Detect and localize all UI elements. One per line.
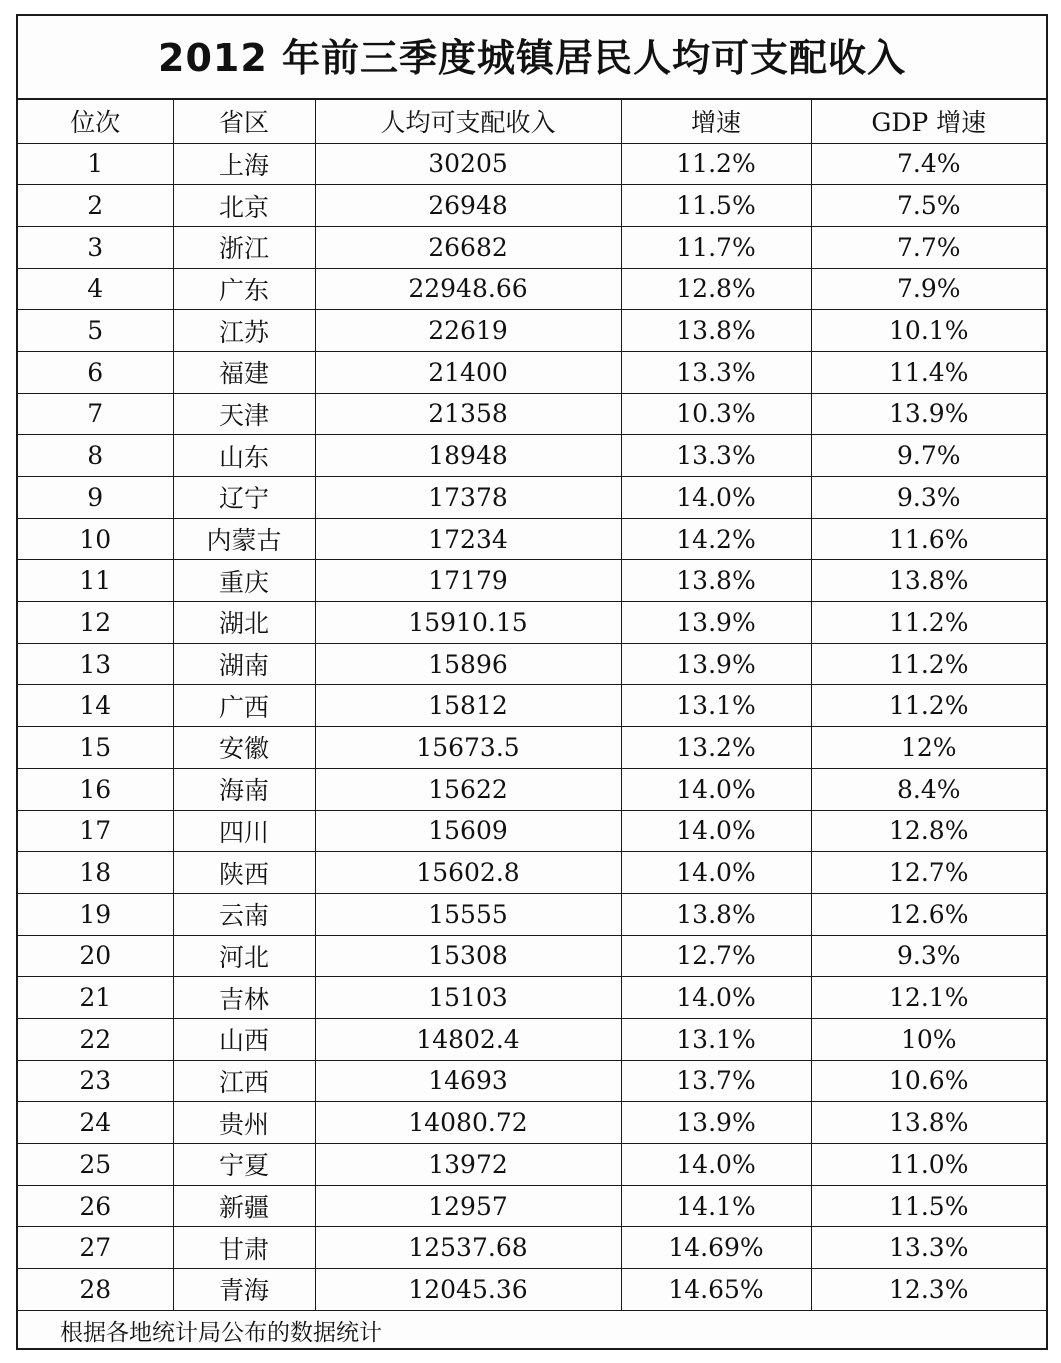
table-row bbox=[18, 351, 1046, 393]
cell-income: 15896 bbox=[315, 643, 621, 685]
cell-province: 河北 bbox=[173, 935, 315, 977]
cell-rank: 21 bbox=[18, 977, 173, 1019]
table-row bbox=[18, 1185, 1046, 1227]
income-table-sheet bbox=[16, 14, 1048, 1350]
cell-gdp-growth: 10.1% bbox=[811, 310, 1046, 352]
table-row bbox=[18, 477, 1046, 519]
cell-growth: 13.3% bbox=[621, 351, 811, 393]
cell-income: 15609 bbox=[315, 810, 621, 852]
cell-growth: 14.0% bbox=[621, 768, 811, 810]
cell-province: 上海 bbox=[173, 143, 315, 185]
cell-gdp-growth: 7.5% bbox=[811, 185, 1046, 227]
cell-growth: 13.9% bbox=[621, 643, 811, 685]
cell-growth: 14.0% bbox=[621, 852, 811, 894]
cell-rank: 2 bbox=[18, 185, 173, 227]
cell-income: 17234 bbox=[315, 518, 621, 560]
table-body bbox=[18, 143, 1046, 1310]
cell-gdp-growth: 8.4% bbox=[811, 768, 1046, 810]
cell-rank: 9 bbox=[18, 477, 173, 519]
cell-gdp-growth: 11.0% bbox=[811, 1144, 1046, 1186]
cell-province: 安徽 bbox=[173, 727, 315, 769]
cell-gdp-growth: 11.2% bbox=[811, 685, 1046, 727]
cell-province: 新疆 bbox=[173, 1185, 315, 1227]
cell-growth: 13.1% bbox=[621, 1018, 811, 1060]
table-row bbox=[18, 768, 1046, 810]
cell-province: 陕西 bbox=[173, 852, 315, 894]
cell-gdp-growth: 12.6% bbox=[811, 893, 1046, 935]
cell-growth: 12.8% bbox=[621, 268, 811, 310]
cell-gdp-growth: 9.3% bbox=[811, 477, 1046, 519]
cell-growth: 13.7% bbox=[621, 1060, 811, 1102]
cell-gdp-growth: 7.4% bbox=[811, 143, 1046, 185]
cell-growth: 14.0% bbox=[621, 477, 811, 519]
cell-growth: 11.5% bbox=[621, 185, 811, 227]
table-row bbox=[18, 435, 1046, 477]
cell-gdp-growth: 13.9% bbox=[811, 393, 1046, 435]
header-gdp-growth: GDP 增速 bbox=[811, 100, 1046, 143]
cell-rank: 11 bbox=[18, 560, 173, 602]
cell-income: 18948 bbox=[315, 435, 621, 477]
cell-income: 21400 bbox=[315, 351, 621, 393]
table-row bbox=[18, 935, 1046, 977]
cell-income: 17378 bbox=[315, 477, 621, 519]
cell-growth: 13.3% bbox=[621, 435, 811, 477]
cell-rank: 3 bbox=[18, 226, 173, 268]
cell-rank: 13 bbox=[18, 643, 173, 685]
table-row bbox=[18, 1018, 1046, 1060]
table-row bbox=[18, 893, 1046, 935]
cell-income: 12957 bbox=[315, 1185, 621, 1227]
cell-province: 云南 bbox=[173, 893, 315, 935]
cell-rank: 17 bbox=[18, 810, 173, 852]
header-growth: 增速 bbox=[621, 100, 811, 143]
cell-income: 22619 bbox=[315, 310, 621, 352]
cell-province: 四川 bbox=[173, 810, 315, 852]
cell-gdp-growth: 10% bbox=[811, 1018, 1046, 1060]
header-rank: 位次 bbox=[18, 100, 173, 143]
cell-gdp-growth: 12.7% bbox=[811, 852, 1046, 894]
cell-income: 12537.68 bbox=[315, 1227, 621, 1269]
cell-growth: 13.9% bbox=[621, 602, 811, 644]
cell-rank: 18 bbox=[18, 852, 173, 894]
cell-rank: 7 bbox=[18, 393, 173, 435]
cell-province: 青海 bbox=[173, 1269, 315, 1311]
cell-growth: 11.7% bbox=[621, 226, 811, 268]
cell-growth: 13.2% bbox=[621, 727, 811, 769]
cell-growth: 14.69% bbox=[621, 1227, 811, 1269]
table-row bbox=[18, 1102, 1046, 1144]
header-income: 人均可支配收入 bbox=[315, 100, 621, 143]
cell-province: 山西 bbox=[173, 1018, 315, 1060]
cell-gdp-growth: 11.6% bbox=[811, 518, 1046, 560]
cell-gdp-growth: 13.8% bbox=[811, 1102, 1046, 1144]
cell-rank: 15 bbox=[18, 727, 173, 769]
cell-income: 22948.66 bbox=[315, 268, 621, 310]
cell-gdp-growth: 11.4% bbox=[811, 351, 1046, 393]
cell-gdp-growth: 13.8% bbox=[811, 560, 1046, 602]
cell-rank: 12 bbox=[18, 602, 173, 644]
cell-gdp-growth: 13.3% bbox=[811, 1227, 1046, 1269]
table-row bbox=[18, 185, 1046, 227]
table-row bbox=[18, 1144, 1046, 1186]
cell-growth: 14.65% bbox=[621, 1269, 811, 1311]
cell-province: 辽宁 bbox=[173, 477, 315, 519]
cell-growth: 14.0% bbox=[621, 810, 811, 852]
cell-income: 30205 bbox=[315, 143, 621, 185]
cell-rank: 19 bbox=[18, 893, 173, 935]
cell-income: 15103 bbox=[315, 977, 621, 1019]
cell-income: 15622 bbox=[315, 768, 621, 810]
cell-province: 广东 bbox=[173, 268, 315, 310]
cell-rank: 22 bbox=[18, 1018, 173, 1060]
cell-gdp-growth: 7.7% bbox=[811, 226, 1046, 268]
table-row bbox=[18, 727, 1046, 769]
cell-province: 江苏 bbox=[173, 310, 315, 352]
cell-province: 广西 bbox=[173, 685, 315, 727]
cell-rank: 27 bbox=[18, 1227, 173, 1269]
cell-income: 12045.36 bbox=[315, 1269, 621, 1311]
cell-income: 26948 bbox=[315, 185, 621, 227]
table-row bbox=[18, 143, 1046, 185]
table-row bbox=[18, 268, 1046, 310]
table-row bbox=[18, 810, 1046, 852]
cell-province: 湖南 bbox=[173, 643, 315, 685]
cell-province: 内蒙古 bbox=[173, 518, 315, 560]
table-row bbox=[18, 393, 1046, 435]
cell-income: 15308 bbox=[315, 935, 621, 977]
cell-rank: 14 bbox=[18, 685, 173, 727]
cell-province: 天津 bbox=[173, 393, 315, 435]
cell-growth: 13.9% bbox=[621, 1102, 811, 1144]
cell-province: 福建 bbox=[173, 351, 315, 393]
cell-growth: 13.8% bbox=[621, 310, 811, 352]
cell-growth: 10.3% bbox=[621, 393, 811, 435]
cell-gdp-growth: 11.5% bbox=[811, 1185, 1046, 1227]
table-row bbox=[18, 977, 1046, 1019]
cell-gdp-growth: 12% bbox=[811, 727, 1046, 769]
table-row bbox=[18, 1227, 1046, 1269]
cell-province: 海南 bbox=[173, 768, 315, 810]
cell-rank: 26 bbox=[18, 1185, 173, 1227]
cell-province: 贵州 bbox=[173, 1102, 315, 1144]
table-row bbox=[18, 310, 1046, 352]
table-row bbox=[18, 685, 1046, 727]
cell-rank: 20 bbox=[18, 935, 173, 977]
cell-income: 15812 bbox=[315, 685, 621, 727]
cell-province: 山东 bbox=[173, 435, 315, 477]
cell-growth: 12.7% bbox=[621, 935, 811, 977]
cell-income: 13972 bbox=[315, 1144, 621, 1186]
cell-province: 吉林 bbox=[173, 977, 315, 1019]
cell-income: 15555 bbox=[315, 893, 621, 935]
cell-gdp-growth: 11.2% bbox=[811, 602, 1046, 644]
cell-growth: 13.8% bbox=[621, 560, 811, 602]
income-table bbox=[18, 100, 1046, 1311]
cell-rank: 8 bbox=[18, 435, 173, 477]
cell-income: 26682 bbox=[315, 226, 621, 268]
cell-gdp-growth: 10.6% bbox=[811, 1060, 1046, 1102]
cell-gdp-growth: 7.9% bbox=[811, 268, 1046, 310]
cell-rank: 25 bbox=[18, 1144, 173, 1186]
cell-rank: 10 bbox=[18, 518, 173, 560]
cell-income: 15673.5 bbox=[315, 727, 621, 769]
cell-rank: 5 bbox=[18, 310, 173, 352]
cell-province: 甘肃 bbox=[173, 1227, 315, 1269]
cell-income: 15910.15 bbox=[315, 602, 621, 644]
cell-income: 14080.72 bbox=[315, 1102, 621, 1144]
cell-income: 14802.4 bbox=[315, 1018, 621, 1060]
table-row bbox=[18, 226, 1046, 268]
cell-rank: 24 bbox=[18, 1102, 173, 1144]
table-row bbox=[18, 602, 1046, 644]
cell-rank: 1 bbox=[18, 143, 173, 185]
cell-income: 17179 bbox=[315, 560, 621, 602]
cell-gdp-growth: 9.3% bbox=[811, 935, 1046, 977]
cell-province: 北京 bbox=[173, 185, 315, 227]
table-row bbox=[18, 643, 1046, 685]
table-row bbox=[18, 1269, 1046, 1311]
cell-rank: 4 bbox=[18, 268, 173, 310]
cell-growth: 13.8% bbox=[621, 893, 811, 935]
header-province: 省区 bbox=[173, 100, 315, 143]
cell-growth: 14.2% bbox=[621, 518, 811, 560]
cell-income: 21358 bbox=[315, 393, 621, 435]
cell-gdp-growth: 9.7% bbox=[811, 435, 1046, 477]
cell-growth: 14.0% bbox=[621, 1144, 811, 1186]
footnote: 根据各地统计局公布的数据统计 bbox=[60, 1319, 382, 1346]
cell-province: 浙江 bbox=[173, 226, 315, 268]
header-row bbox=[18, 100, 1046, 143]
cell-growth: 14.0% bbox=[621, 977, 811, 1019]
cell-income: 14693 bbox=[315, 1060, 621, 1102]
cell-rank: 6 bbox=[18, 351, 173, 393]
table-row bbox=[18, 1060, 1046, 1102]
cell-income: 15602.8 bbox=[315, 852, 621, 894]
cell-gdp-growth: 12.1% bbox=[811, 977, 1046, 1019]
cell-gdp-growth: 12.3% bbox=[811, 1269, 1046, 1311]
table-row bbox=[18, 852, 1046, 894]
cell-province: 江西 bbox=[173, 1060, 315, 1102]
table-row bbox=[18, 560, 1046, 602]
cell-rank: 23 bbox=[18, 1060, 173, 1102]
cell-province: 湖北 bbox=[173, 602, 315, 644]
table-title: 2012 年前三季度城镇居民人均可支配收入 bbox=[18, 16, 1046, 100]
cell-growth: 13.1% bbox=[621, 685, 811, 727]
cell-growth: 11.2% bbox=[621, 143, 811, 185]
cell-rank: 28 bbox=[18, 1269, 173, 1311]
cell-province: 重庆 bbox=[173, 560, 315, 602]
table-row bbox=[18, 518, 1046, 560]
cell-gdp-growth: 11.2% bbox=[811, 643, 1046, 685]
cell-growth: 14.1% bbox=[621, 1185, 811, 1227]
cell-gdp-growth: 12.8% bbox=[811, 810, 1046, 852]
cell-rank: 16 bbox=[18, 768, 173, 810]
cell-province: 宁夏 bbox=[173, 1144, 315, 1186]
